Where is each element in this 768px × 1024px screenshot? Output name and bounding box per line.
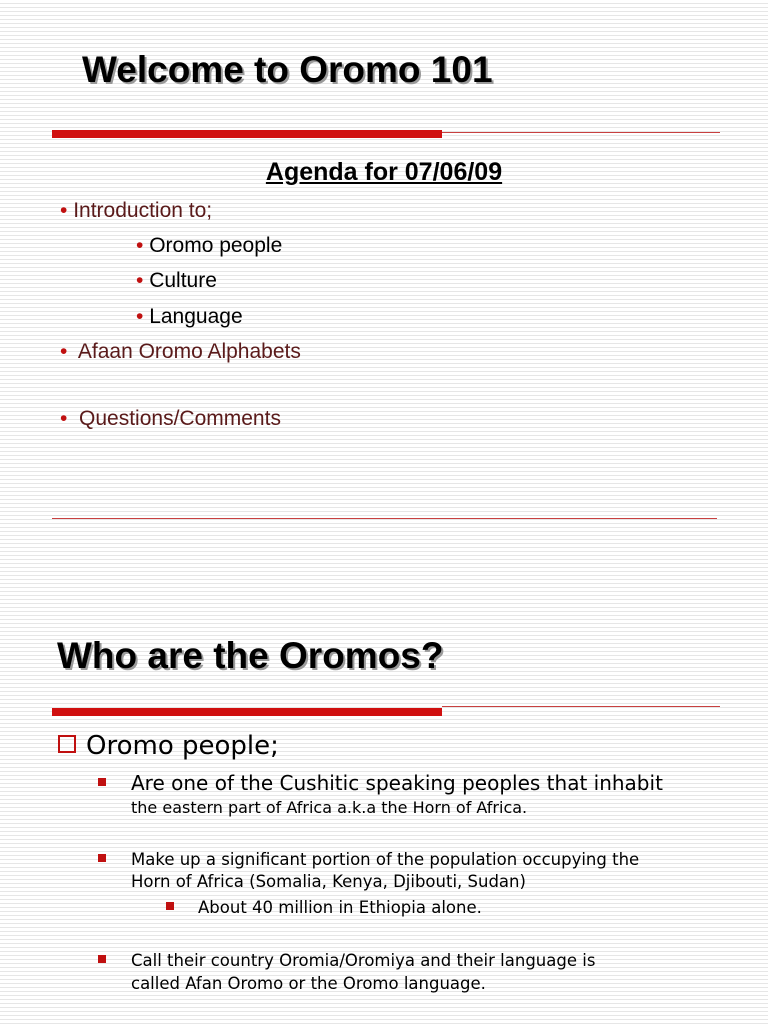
slide-divider [52,518,717,519]
list-item: Make up a significant portion of the population occupying the [131,850,640,869]
section-heading: Oromo people; [58,731,279,761]
bullet-dot-icon: • [136,269,150,292]
list-item: About 40 million in Ethiopia alone. [198,898,482,917]
list-item-continuation: Horn of Africa (Somalia, Kenya, Djibouti, Sudan) [131,872,526,891]
title-rule-thick [52,130,442,138]
list-item: • Culture [136,269,217,292]
slide-title: Who are the Oromos? [57,635,444,676]
list-item: • Afaan Oromo Alphabets [60,340,301,363]
bullet-dot-icon: • [60,340,78,363]
list-item: • Questions/Comments [60,407,281,430]
list-item: Call their country Oromia/Oromiya and their language is [131,951,596,970]
bullet-dot-icon: • [136,305,150,328]
title-rule-thin [442,706,720,707]
title-rule-thin [442,132,720,133]
bullet-dot-icon: • [60,199,74,222]
list-item-continuation: called Afan Oromo or the Oromo language. [131,974,486,993]
list-item: • Introduction to; [60,199,213,222]
filled-square-bullet-icon [98,955,106,963]
hollow-square-bullet-icon [58,735,76,753]
slide-title: Welcome to Oromo 101 [82,49,493,90]
list-item: Are one of the Cushitic speaking peoples that inhabit [131,771,663,795]
filled-square-bullet-icon [166,902,174,910]
bullet-dot-icon: • [136,234,150,257]
bullet-dot-icon: • [60,407,80,430]
list-item: • Oromo people [136,234,283,257]
agenda-heading: Agenda for 07/06/09 [265,158,503,186]
title-rule-thick [52,708,442,716]
filled-square-bullet-icon [98,778,106,786]
list-item-continuation: the eastern part of Africa a.k.a the Horn of Africa. [131,798,528,817]
filled-square-bullet-icon [98,854,106,862]
list-item: • Language [136,305,243,328]
